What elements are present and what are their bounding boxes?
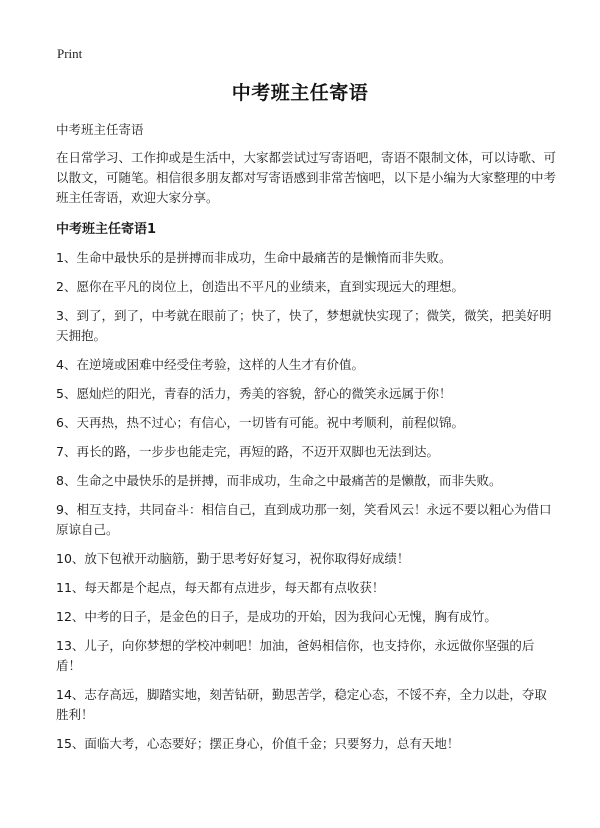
intro-paragraph: 在日常学习、工作抑或是生活中，大家都尝试过写寄语吧，寄语不限制文体，可以诗歌、可以散文，可随笔。相信很多朋友都对写寄语感到非常苦恼吧，以下是小编为大家整理的中考班主任寄语，欢迎大家分享。 xyxy=(56,150,557,205)
list-item: 11、每天都是个起点，每天都有点进步，每天都有点收获！ xyxy=(56,580,385,595)
list-item: 14、志存高远，脚踏实地，刻苦钻研，勤思苦学，稳定心态，不馁不弃，全力以赴，夺取胜利！ xyxy=(56,687,547,722)
list-item: 2、愿你在平凡的岗位上，创造出不平凡的业绩来，直到实现远大的理想。 xyxy=(56,279,464,294)
page-title: 中考班主任寄语 xyxy=(231,82,369,104)
list-item: 15、面临大考，心态要好；摆正身心，价值千金；只要努力，总有天地！ xyxy=(56,736,460,751)
list-item: 1、生命中最快乐的是拼搏而非成功，生命中最痛苦的是懒惰而非失败。 xyxy=(56,250,452,265)
list-item: 10、放下包袱开动脑筋，勤于思考好好复习，祝你取得好成绩！ xyxy=(56,551,410,566)
article-subtitle: 中考班主任寄语 xyxy=(56,122,144,137)
list-item: 3、到了，到了，中考就在眼前了；快了，快了，梦想就快实现了；微笑，微笑，把美好明天拥抱。 xyxy=(56,308,552,343)
list-item: 4、在逆境或困难中经受住考验，这样的人生才有价值。 xyxy=(56,357,364,372)
article-body xyxy=(56,120,556,763)
list-item: 8、生命之中最快乐的是拼搏，而非成功，生命之中最痛苦的是懒散，而非失败。 xyxy=(56,473,502,488)
list-item: 9、相互支持，共同奋斗：相信自己，直到成功那一刻，笑看风云！永远不要以粗心为借口原谅自己。 xyxy=(56,502,552,537)
list-item: 13、儿子，向你梦想的学校冲刺吧！加油，爸妈相信你，也支持你，永远做你坚强的后盾！ xyxy=(56,638,535,673)
list-item: 7、再长的路，一步步也能走完，再短的路，不迈开双脚也无法到达。 xyxy=(56,444,439,459)
list-item: 5、愿灿烂的阳光，青春的活力，秀美的容貌，舒心的微笑永远属于你！ xyxy=(56,386,452,401)
print-label: Print xyxy=(57,46,83,61)
section-heading: 中考班主任寄语1 xyxy=(56,222,157,237)
message-list xyxy=(56,248,556,754)
list-item: 12、中考的日子，是金色的日子，是成功的开始，因为我问心无愧，胸有成竹。 xyxy=(56,609,497,624)
list-item: 6、天再热，热不过心；有信心，一切皆有可能。祝中考顺利，前程似锦。 xyxy=(56,415,464,430)
